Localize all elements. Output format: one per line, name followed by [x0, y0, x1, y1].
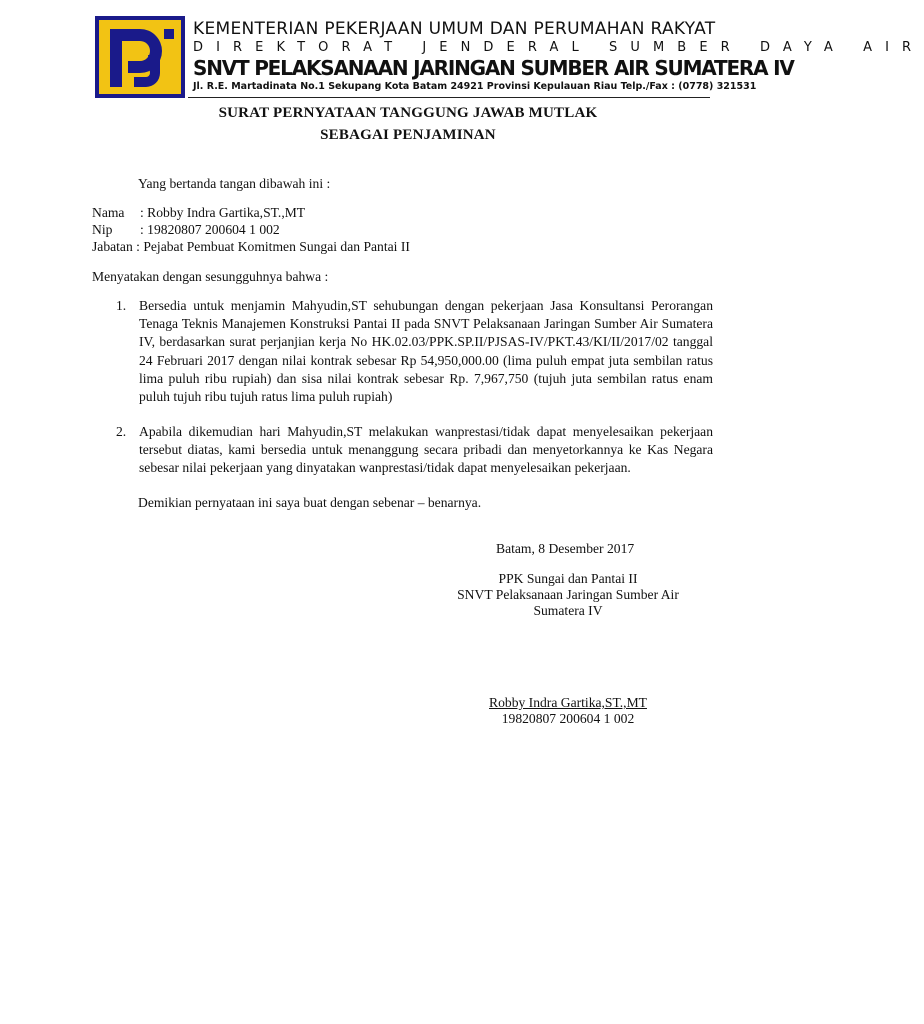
nama-label: Nama: [92, 205, 125, 220]
nip-value: : 19820807 200604 1 002: [140, 222, 280, 237]
nama-value: : Robby Indra Gartika,ST.,MT: [140, 205, 306, 220]
letterhead-address: Jl. R.E. Martadinata No.1 Sekupang Kota Batam 24921 Provinsi Kepulauan Riau Telp./Fax : (0778) 321531: [193, 81, 757, 92]
document-subtitle: SEBAGAI PENJAMINAN: [320, 127, 496, 143]
item-2-text: Apabila dikemudian hari Mahyudin,ST melakukan wanprestasi/tidak dapat menyelesaikan pekerjaan tersebut diatas, kami bersedia untuk menanggung secara pribadi dan menyetorkannya ke Kas Negara sebesar nilai pekerjaan yang dinyatakan wanprestasi/tidak dapat menyelesaikan pekerjaan.: [139, 424, 713, 476]
intro-text: Yang bertanda tangan dibawah ini :: [138, 176, 331, 191]
document-title: SURAT PERNYATAAN TANGGUNG JAWAB MUTLAK: [218, 105, 598, 121]
signer-position-1: PPK Sungai dan Pantai II: [498, 571, 638, 586]
letterhead-divider: [188, 97, 710, 98]
statement-intro: Menyatakan dengan sesungguhnya bahwa :: [92, 269, 329, 284]
ministry-name: KEMENTERIAN PEKERJAAN UMUM DAN PERUMAHAN RAKYAT: [193, 19, 716, 39]
signer-position-3: Sumatera IV: [533, 603, 603, 618]
item-1-number: 1.: [116, 298, 127, 313]
place-date: Batam, 8 Desember 2017: [496, 541, 635, 556]
item-1-text: Bersedia untuk menjamin Mahyudin,ST sehubungan dengan pekerjaan Jasa Konsultansi Perorangan Tenaga Teknis Manajemen Konstruksi Pantai II pada SNVT Pelaksanaan Jaringan Sumber Air Sumatera IV, berdasarkan surat perjanjian kerja No HK.02.03/PPK.SP.II/PJSAS-IV/PKT.43/KI/II/2017/02 tanggal 24 Februari 2017 dengan nilai kontrak sebesar Rp 54,950,000.00 (lima puluh empat juta sembilan ratus lima puluh ribu rupiah) dan sisa nilai kontrak sebesar Rp. 7,967,750 (tujuh juta sembilan ratus enam puluh tujuh ribu tujuh ratus lima puluh rupiah): [139, 298, 713, 405]
signer-name: Robby Indra Gartika,ST.,MT: [489, 695, 647, 710]
nip-label: Nip: [92, 222, 113, 237]
signer-position-2: SNVT Pelaksanaan Jaringan Sumber Air: [457, 587, 679, 602]
signer-nip: 19820807 200604 1 002: [501, 711, 635, 726]
item-2-number: 2.: [116, 424, 127, 439]
jabatan-line: Jabatan : Pejabat Pembuat Komitmen Sungai dan Pantai II: [92, 239, 410, 254]
directorate-name: DIREKTORAT JENDERAL SUMBER DAYA AIR: [193, 40, 924, 55]
pu-logo-icon: [94, 15, 186, 99]
closing-text: Demikian pernyataan ini saya buat dengan sebenar – benarnya.: [138, 495, 482, 510]
unit-name: SNVT PELAKSANAAN JARINGAN SUMBER AIR SUMATERA IV: [193, 56, 794, 80]
